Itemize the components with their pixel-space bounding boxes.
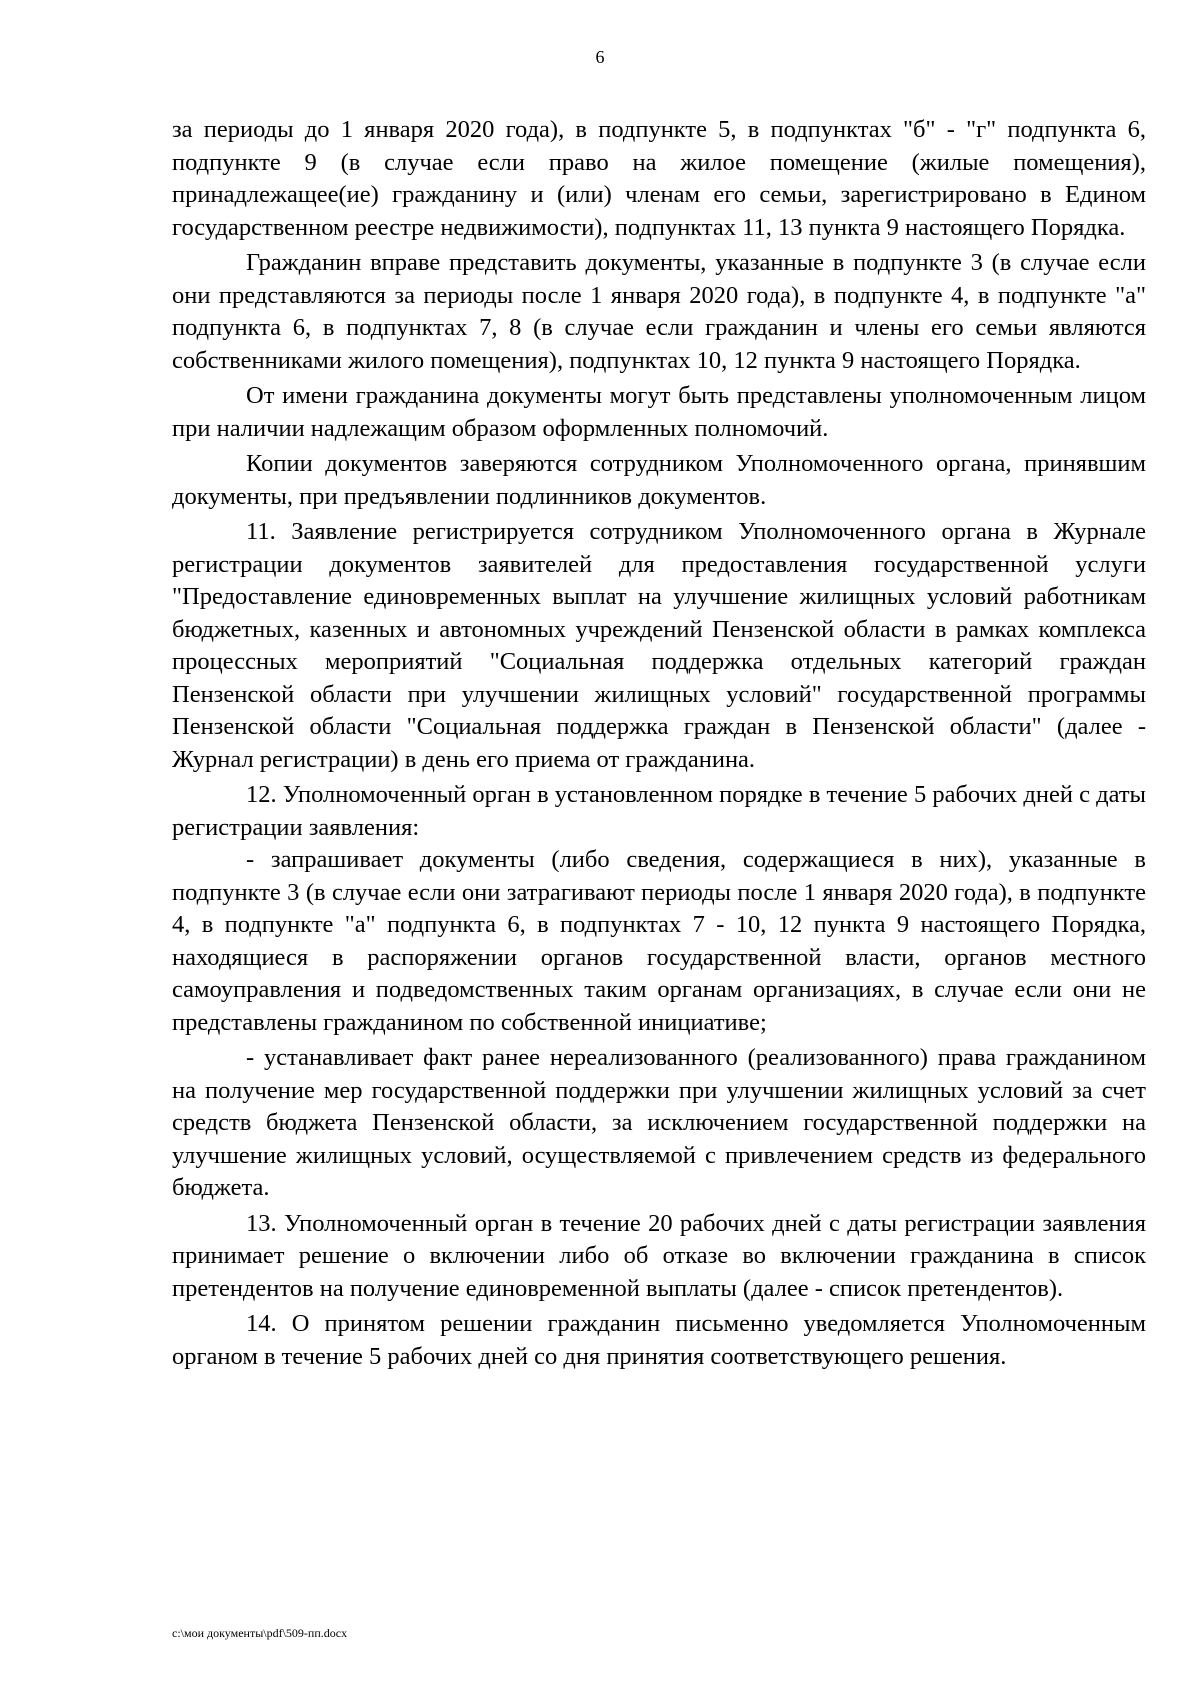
paragraph-optional-documents: Гражданин вправе представить документы, указанные в подпункте 3 (в случае если они представляются за периоды после 1 января 2020 года), в подпункте 4, в подпункте "а" подпункта 6, в подпунктах 7, 8 (в случае если гражданин и члены его семьи являются собственниками жилого помещения), подпунктах 10, 12 пункта 9 настоящего Порядка. [172,249,1146,374]
document-body [172,114,1146,1373]
footer-file-path: c:\мои документы\pdf\509-пп.docx [172,1626,348,1640]
paragraph-continuation: за периоды до 1 января 2020 года), в подпункте 5, в подпунктах "б" - "г" подпункта 6, подпункте 9 (в случае если право на жилое помещение (жилые помещения), принадлежащее(ие) гражданину и (или) членам его семьи, зарегистрировано в Едином государственном реестре недвижимости), подпунктах 11, 13 пункта 9 настоящего Порядка. [172,116,1146,241]
paragraph-item-12: 12. Уполномоченный орган в установленном порядке в течение 5 рабочих дней с даты регистрации заявления: [172,781,1146,841]
paragraph-item-14: 14. О принятом решении гражданин письменно уведомляется Уполномоченным органом в течение 5 рабочих дней со дня принятия соответствующего решения. [172,1310,1146,1370]
paragraph-item-13: 13. Уполномоченный орган в течение 20 рабочих дней с даты регистрации заявления принимает решение о включении либо об отказе во включении гражданина в список претендентов на получение единовременной выплаты (далее - список претендентов). [172,1209,1146,1302]
paragraph-item-12-establish: - устанавливает факт ранее нереализованного (реализованного) права гражданином на получение мер государственной поддержки при улучшении жилищных условий за счет средств бюджета Пензенской области, за исключением государственной поддержки на улучшение жилищных условий, осуществляемой с привлечением средств из федерального бюджета. [172,1044,1146,1201]
paragraph-item-12-request: - запрашивает документы (либо сведения, содержащиеся в них), указанные в подпункте 3 (в случае если они затрагивают периоды после 1 января 2020 года), в подпункте 4, в подпункте "а" подпункта 6, в подпунктах 7 - 10, 12 пункта 9 настоящего Порядка, находящиеся в распоряжении органов государственной власти, органов местного самоуправления и подведомственных таким органам организациях, в случае если они не представлены гражданином по собственной инициативе; [172,846,1146,1036]
paragraph-item-11: 11. Заявление регистрируется сотрудником Уполномоченного органа в Журнале регистрации документов заявителей для предоставления государственной услуги "Предоставление единовременных выплат на улучшение жилищных условий работникам бюджетных, казенных и автономных учреждений Пензенской области в рамках комплекса процессных мероприятий "Социальная поддержка отдельных категорий граждан Пензенской области при улучшении жилищных условий" государственной программы Пензенской области "Социальная поддержка граждан в Пензенской области" (далее - Журнал регистрации) в день его приема от гражданина. [172,518,1146,773]
paragraph-authorized-person: От имени гражданина документы могут быть представлены уполномоченным лицом при наличии надлежащим образом оформленных полномочий. [172,382,1146,442]
page-number: 6 [595,47,605,67]
paragraph-copies-certified: Копии документов заверяются сотрудником Уполномоченного органа, принявшим документы, при предъявлении подлинников документов. [172,450,1146,510]
